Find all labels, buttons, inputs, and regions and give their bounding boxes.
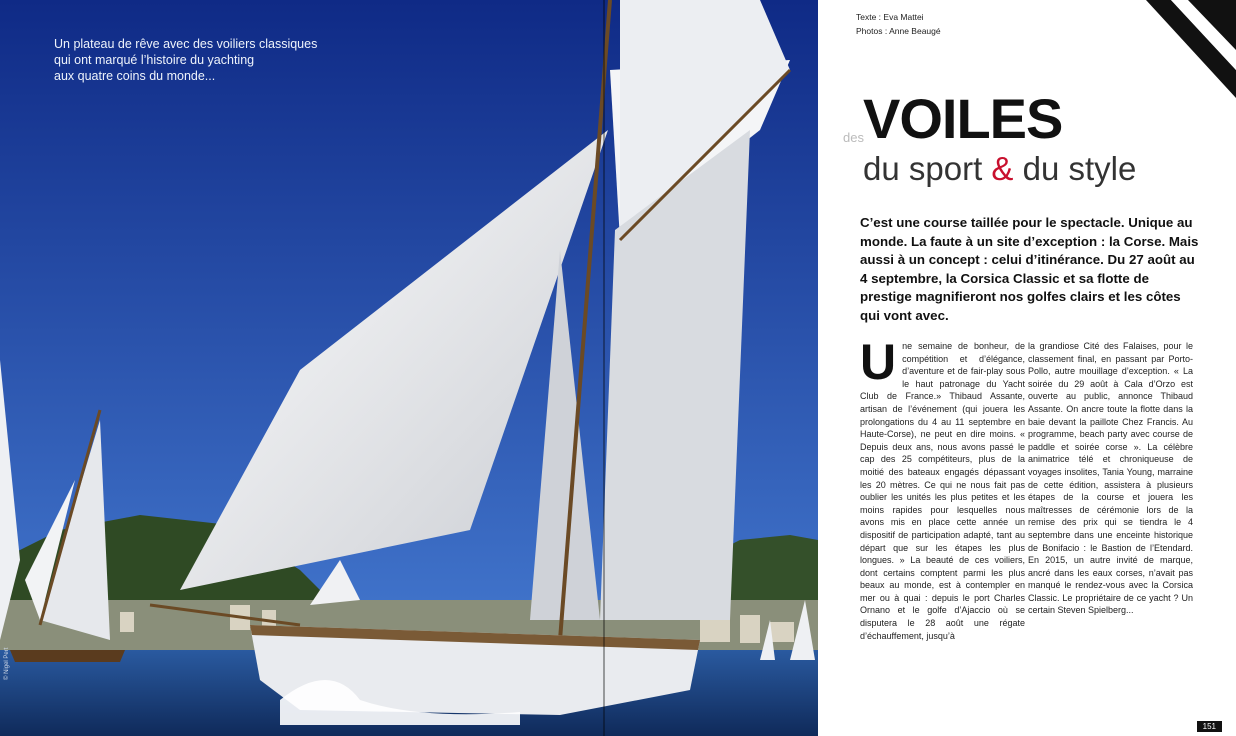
caption-line: qui ont marqué l’histoire du yachting bbox=[54, 53, 255, 67]
drop-cap: U bbox=[860, 334, 897, 390]
article-lede: C’est une course taillée pour le spectacle. Unique au monde. La faute à un site d’exception : la Corse. Mais aussi à un concept : celui d’itinérance. Du 27 août au 4 septembre, la Corsica Classic et sa flotte de prestige magnifieront nos golfes clairs et les côtes qui vont avec. bbox=[860, 215, 1199, 323]
photo-credit-vertical: © Nigel Pert bbox=[4, 647, 10, 680]
page-number: 151 bbox=[1197, 721, 1222, 732]
photo-credit: Photos : Anne Beaugé bbox=[856, 26, 941, 36]
subheadline-part: du sport bbox=[863, 150, 992, 187]
page-gutter bbox=[603, 0, 605, 736]
article-credits bbox=[856, 10, 941, 38]
subheadline bbox=[863, 150, 1136, 188]
photo-caption bbox=[54, 36, 354, 84]
headline: VOILES bbox=[863, 87, 1063, 150]
body-column-2: la grandiose Cité des Falaises, pour le classement final, en passant par Porto-Pollo, autre mouillage d’exception. « La soirée du 29 août à Cala d’Orzo est ouverte au public, annonce Thibaud Assante. On ancre toute la flotte dans la baie devant la paillote Chez Francis. Au programme, beach party avec course de paddle et soirée corse ». La célèbre animatrice télé et chroniqueuse de voyages insolites, Tania Young, marraine de cette édition, assistera à plusieurs étapes de la course et jouera les maîtresses de cérémonie lors de la remise des prix qui se tiendra le 4 septembre dans une enceinte historique de Bonifacio : le Bastion de l’Etendard. En 2015, un autre invité de marque, ancré dans les eaux corses, n’avait pas manqué le rendez-vous avec la Corsica Classic. Le propriétaire de ce yacht ? Un certain Steven Spielberg... bbox=[1028, 341, 1193, 616]
subheadline-part: du style bbox=[1013, 150, 1137, 187]
column-text: ne semaine de bonheur, de compétition et d’élégance, d’aventure et de fair-play sous le haut patronage du Yacht Club de France.» Thibaud Assante, artisan de l’événement (qui jouera les prolongations du 4 au 11 septembre en Haute-Corse), ne peut en dire moins. « Depuis deux ans, nous avons passé le cap des 25 compétiteurs, plus de la moitié des bateaux engagés dépassant les 20 mètres. Ce qui ne nous fait pas oublier les unités les plus petites et les moins rapides pour lesquelles nous avons mis en place cette année un dispositif de participation adapté, tant au départ que sur les étapes les plus longues. » La beauté de ces voiliers, dont certains comptent parmi les plus beaux au monde, est à contempler en mer ou à quai : depuis le port Charles Ornano et le golfe d’Ajaccio où se disputera le 28 août une régate d’échauffement, jusqu’à bbox=[860, 341, 1025, 641]
article-page bbox=[818, 0, 1236, 736]
title-prefix: des bbox=[843, 130, 864, 145]
caption-line: aux quatre coins du monde... bbox=[54, 69, 216, 83]
body-column-1 bbox=[860, 334, 1025, 642]
caption-line: Un plateau de rêve avec des voiliers classiques bbox=[54, 37, 318, 51]
text-credit: Texte : Eva Mattei bbox=[856, 12, 924, 22]
corner-stripe-graphic bbox=[1126, 0, 1236, 115]
ampersand: & bbox=[991, 150, 1014, 187]
